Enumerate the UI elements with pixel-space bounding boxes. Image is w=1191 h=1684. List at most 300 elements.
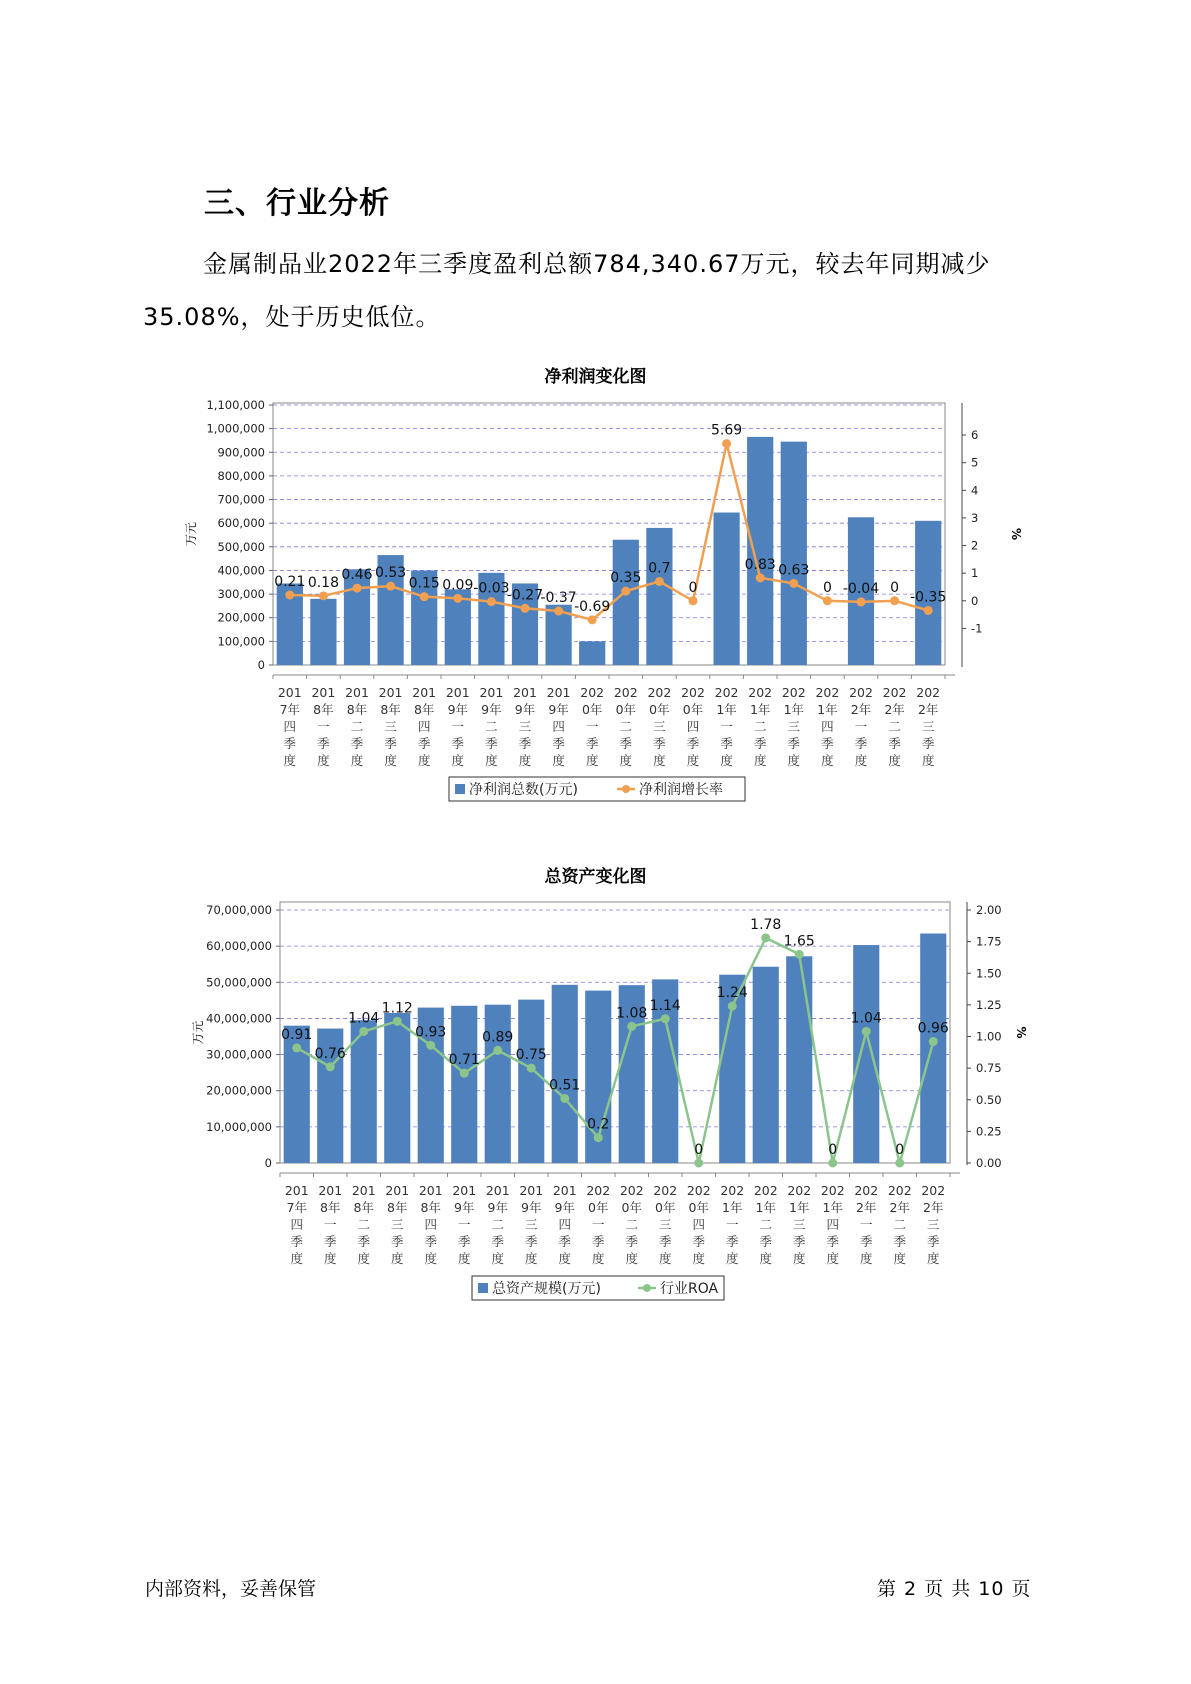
c2-x-tick-label: 季: [524, 1234, 538, 1249]
c2-x-tick-label: 季: [658, 1234, 672, 1249]
c2-x-tick-label: 季: [290, 1234, 304, 1249]
c2-point-label: 1.14: [649, 997, 681, 1014]
c2-x-tick-label: 202: [619, 1183, 644, 1198]
c1-x-tick-label: 季: [686, 736, 700, 751]
c2-x-tick-label: 一: [859, 1217, 873, 1232]
c1-point-label: 0: [688, 579, 698, 596]
c2-x-tick-label: 8年: [387, 1200, 408, 1215]
c2-line-point: [627, 1022, 636, 1031]
c2-legend-bar-swatch: [478, 1283, 488, 1293]
c2-x-tick-label: 二: [759, 1217, 773, 1232]
c1-x-tick-label: 度: [451, 753, 465, 768]
c1-x-tick-label: 2年: [884, 702, 905, 717]
c2-point-label: 0: [694, 1142, 704, 1158]
c1-x-tick-label: 2年: [850, 702, 872, 717]
c2-x-tick-label: 202: [820, 1183, 845, 1198]
c2-x-tick-label: 201: [485, 1183, 510, 1198]
c1-y2-tick-label: -1: [971, 621, 983, 636]
c1-x-tick-label: 度: [317, 753, 330, 768]
c1-point-label: 0.63: [778, 562, 810, 579]
c1-y2-tick-label: 4: [971, 483, 979, 498]
c1-x-tick-label: 二: [753, 719, 767, 734]
c1-point-label: 0: [890, 579, 900, 596]
c2-line-point: [828, 1159, 837, 1168]
c1-x-tick-label: 202: [613, 685, 638, 700]
c1-x-tick-label: 202: [815, 685, 840, 700]
c1-x-tick-label: 度: [753, 753, 767, 768]
c1-x-tick-label: 201: [345, 685, 369, 700]
c1-x-tick-label: 201: [311, 685, 336, 700]
c2-y2-tick-label: 2.00: [976, 903, 1002, 917]
c1-x-tick-label: 度: [552, 753, 565, 768]
c1-x-tick-label: 度: [417, 753, 431, 768]
c2-x-tick-label: 度: [591, 1251, 605, 1266]
c2-point-label: 1.04: [850, 1010, 882, 1027]
c2-point-label: 1.78: [750, 916, 782, 933]
c2-y-tick-label: 20,000,000: [206, 1083, 272, 1098]
c1-x-tick-label: 201: [513, 685, 537, 700]
c2-x-tick-label: 度: [625, 1251, 639, 1266]
c1-x-tick-label: 三: [384, 719, 397, 734]
c2-x-tick-label: 季: [390, 1234, 404, 1249]
c2-x-tick-label: 二: [893, 1217, 907, 1232]
c2-x-tick-label: 度: [792, 1251, 806, 1266]
c1-x-tick-label: 202: [748, 685, 773, 700]
c1-y2-tick-label: 1: [971, 566, 979, 581]
c1-x-tick-label: 一: [317, 719, 330, 734]
c1-x-tick-label: 三: [518, 719, 532, 734]
c2-y2-tick-label: 1.00: [976, 1029, 1002, 1044]
c2-point-label: 0.75: [515, 1047, 547, 1064]
c2-line-point: [929, 1037, 938, 1046]
c2-x-tick-label: 度: [357, 1251, 371, 1266]
c2-x-tick-label: 度: [290, 1251, 304, 1266]
c1-point-label: -0.69: [574, 598, 611, 615]
c1-x-tick-label: 季: [485, 736, 498, 751]
c2-line-point: [661, 1014, 670, 1023]
c2-x-tick-label: 度: [323, 1251, 337, 1266]
c2-point-label: 0.91: [281, 1026, 313, 1043]
c1-x-tick-label: 201: [412, 685, 437, 700]
c2-x-tick-label: 一: [591, 1217, 605, 1232]
c1-x-tick-label: 度: [585, 753, 599, 768]
c2-point-label: 0.71: [448, 1052, 480, 1069]
c2-line-point: [694, 1159, 703, 1168]
c2-bar: [786, 956, 812, 1163]
c1-x-tick-label: 0年: [581, 702, 603, 717]
c2-x-tick-label: 0年: [588, 1200, 609, 1215]
c2-x-tick-label: 四: [424, 1217, 438, 1232]
c2-x-tick-label: 季: [323, 1234, 337, 1249]
c1-x-tick-label: 201: [445, 685, 470, 700]
c2-x-tick-label: 度: [424, 1251, 438, 1266]
c2-y-axis-label: 万元: [191, 1020, 205, 1045]
c2-line-point: [460, 1069, 469, 1078]
chart2-title: 总资产变化图: [544, 867, 647, 887]
c1-y-tick-label: 0: [257, 658, 265, 672]
c2-x-tick-label: 202: [720, 1183, 745, 1198]
c2-x-tick-label: 四: [826, 1217, 840, 1232]
c1-y2-axis-label: %: [1009, 527, 1023, 541]
c2-y-tick-label: 50,000,000: [206, 975, 272, 990]
c1-x-tick-label: 7年: [279, 702, 301, 717]
section-paragraph: 金属制品业2022年三季度盈利总额784,340.67万元，较去年同期减少35.08%，处于历史低位。: [143, 250, 991, 331]
c2-x-tick-label: 度: [524, 1251, 538, 1266]
c2-bar: [920, 933, 946, 1163]
c2-x-tick-label: 度: [859, 1251, 873, 1266]
c2-x-tick-label: 度: [759, 1251, 773, 1266]
c1-x-tick-label: 二: [485, 719, 498, 734]
c2-x-tick-label: 201: [418, 1183, 443, 1198]
c2-x-tick-label: 度: [558, 1251, 572, 1266]
c2-x-tick-label: 201: [519, 1183, 544, 1198]
c2-x-tick-label: 0年: [621, 1200, 642, 1215]
c2-y2-tick-label: 1.25: [976, 997, 1002, 1012]
chart1-title: 净利润变化图: [544, 367, 647, 387]
c1-y-tick-label: 400,000: [217, 563, 265, 578]
c2-x-tick-label: 季: [926, 1234, 940, 1249]
c2-line-point: [527, 1064, 536, 1073]
c2-x-tick-label: 季: [558, 1234, 572, 1249]
c2-x-tick-label: 三: [524, 1217, 538, 1232]
c1-point-label: -0.35: [910, 589, 947, 606]
c1-x-tick-label: 三: [921, 719, 935, 734]
c2-x-tick-label: 季: [357, 1234, 371, 1249]
c1-x-tick-label: 四: [821, 719, 834, 734]
c1-x-tick-label: 二: [619, 719, 633, 734]
c2-x-tick-label: 2年: [889, 1200, 910, 1215]
c2-point-label: 1.24: [716, 985, 748, 1002]
c1-x-tick-label: 季: [720, 736, 733, 751]
c2-point-label: 0.76: [314, 1045, 346, 1062]
c2-x-tick-label: 季: [859, 1234, 873, 1249]
c1-x-tick-label: 度: [720, 753, 733, 768]
c1-x-tick-label: 201: [546, 685, 571, 700]
c2-y2-tick-label: 1.50: [976, 966, 1002, 981]
c1-x-tick-label: 201: [277, 685, 302, 700]
c1-point-label: -0.37: [540, 590, 577, 607]
c2-x-tick-label: 季: [893, 1234, 907, 1249]
c1-x-tick-label: 四: [283, 719, 297, 734]
c1-point-label: 0.21: [274, 573, 306, 590]
c2-line-point: [560, 1094, 569, 1103]
c1-y-tick-label: 900,000: [217, 445, 265, 460]
c1-x-tick-label: 季: [753, 736, 767, 751]
c1-x-tick-label: 季: [854, 736, 868, 751]
c2-line-point: [426, 1041, 435, 1050]
c2-x-tick-label: 度: [390, 1251, 404, 1266]
c1-x-tick-label: 度: [653, 753, 666, 768]
c2-x-tick-label: 度: [658, 1251, 672, 1266]
c1-x-tick-label: 三: [787, 719, 801, 734]
c2-x-tick-label: 0年: [688, 1200, 709, 1215]
c1-x-tick-label: 一: [585, 719, 599, 734]
c2-x-tick-label: 季: [826, 1234, 840, 1249]
c2-x-tick-label: 一: [323, 1217, 337, 1232]
c2-y2-tick-label: 0.25: [976, 1124, 1002, 1139]
c1-x-tick-label: 季: [552, 736, 565, 751]
c2-line-point: [393, 1017, 402, 1026]
c2-x-tick-label: 一: [725, 1217, 739, 1232]
c2-x-tick-label: 三: [926, 1217, 940, 1232]
c2-x-tick-label: 季: [725, 1234, 739, 1249]
c1-x-tick-label: 度: [283, 753, 297, 768]
c2-x-tick-label: 0年: [655, 1200, 676, 1215]
c1-x-tick-label: 季: [821, 736, 834, 751]
c2-y-tick-label: 40,000,000: [206, 1011, 272, 1026]
c2-line-point: [895, 1159, 904, 1168]
c2-x-tick-label: 201: [284, 1183, 309, 1198]
c1-y2-tick-label: 6: [971, 428, 979, 443]
c1-x-tick-label: 季: [283, 736, 297, 751]
c2-x-tick-label: 202: [586, 1183, 611, 1198]
c2-x-tick-label: 季: [625, 1234, 639, 1249]
c2-y2-tick-label: 0.50: [976, 1092, 1002, 1107]
c2-bar: [753, 967, 779, 1163]
c1-x-tick-label: 度: [619, 753, 633, 768]
c2-x-tick-label: 度: [826, 1251, 840, 1266]
c2-point-label: 0: [895, 1142, 905, 1158]
c1-x-tick-label: 季: [384, 736, 397, 751]
c1-point-label: 0.83: [744, 556, 776, 573]
c1-point-label: -0.27: [506, 587, 544, 604]
c2-x-tick-label: 二: [357, 1217, 371, 1232]
c1-y2-tick-label: 2: [971, 538, 979, 553]
footer-confidential: 内部资料，妥善保管: [145, 1578, 317, 1600]
c1-x-tick-label: 度: [787, 753, 801, 768]
c1-x-tick-label: 201: [479, 685, 504, 700]
c2-x-tick-label: 202: [854, 1183, 879, 1198]
c2-x-tick-label: 四: [558, 1217, 572, 1232]
c2-x-tick-label: 季: [792, 1234, 806, 1249]
c2-legend-line-marker: [643, 1284, 651, 1292]
c2-x-tick-label: 三: [390, 1217, 404, 1232]
c2-x-tick-label: 1年: [822, 1200, 843, 1215]
c2-line-point: [292, 1043, 301, 1052]
c1-y-tick-label: 800,000: [217, 468, 265, 483]
c2-point-label: 1.65: [783, 933, 815, 950]
c2-point-label: 0.93: [415, 1024, 447, 1041]
c2-point-label: 0.2: [587, 1116, 610, 1133]
c2-x-tick-label: 2年: [856, 1200, 877, 1215]
c2-x-tick-label: 季: [424, 1234, 438, 1249]
c1-x-tick-label: 9年: [481, 702, 502, 717]
c1-x-tick-label: 度: [485, 753, 498, 768]
c1-point-label: 0.46: [341, 567, 373, 584]
c2-x-tick-label: 202: [787, 1183, 812, 1198]
c2-point-label: 1.08: [616, 1005, 648, 1022]
c2-x-tick-label: 9年: [487, 1200, 508, 1215]
c2-x-tick-label: 度: [491, 1251, 505, 1266]
c2-y-tick-label: 60,000,000: [206, 939, 272, 954]
c2-bar: [384, 1013, 410, 1163]
section-heading: 三、行业分析: [204, 186, 390, 221]
c2-x-tick-label: 季: [457, 1234, 471, 1249]
c1-x-tick-label: 度: [518, 753, 532, 768]
footer-page-number: 第 2 页 共 10 页: [877, 1578, 1032, 1600]
c2-line-point: [761, 933, 770, 942]
c2-x-tick-label: 度: [692, 1251, 706, 1266]
c2-x-tick-label: 二: [625, 1217, 639, 1232]
c1-x-tick-label: 季: [888, 736, 901, 751]
c1-x-tick-label: 季: [921, 736, 935, 751]
c2-x-tick-label: 8年: [420, 1200, 441, 1215]
c1-x-tick-label: 202: [681, 685, 705, 700]
c1-y2-tick-label: 3: [971, 510, 979, 525]
c1-x-tick-label: 9年: [548, 702, 569, 717]
c1-x-tick-label: 0年: [682, 702, 704, 717]
c1-x-tick-label: 季: [317, 736, 330, 751]
c1-point-label: 0.18: [307, 574, 339, 591]
c2-point-label: 1.12: [381, 1000, 413, 1017]
c1-point-label: 0.15: [408, 575, 440, 592]
c1-x-tick-label: 8年: [380, 702, 401, 717]
c2-x-tick-label: 9年: [454, 1200, 475, 1215]
c2-x-tick-label: 8年: [353, 1200, 374, 1215]
c2-x-tick-label: 度: [725, 1251, 739, 1266]
c1-y-tick-label: 100,000: [217, 634, 265, 649]
c1-x-tick-label: 1年: [817, 702, 838, 717]
c2-x-tick-label: 2年: [923, 1200, 944, 1215]
c1-y-tick-label: 500,000: [217, 539, 265, 554]
c1-x-tick-label: 8年: [313, 702, 334, 717]
c2-legend-line-label: 行业ROA: [660, 1281, 719, 1297]
c2-x-tick-label: 季: [491, 1234, 505, 1249]
c2-line-point: [728, 1002, 737, 1011]
c2-x-tick-label: 四: [692, 1217, 706, 1232]
c2-point-label: 0: [828, 1142, 838, 1158]
c2-point-label: 0.89: [482, 1029, 514, 1046]
c1-y-axis-label: 万元: [184, 521, 198, 547]
c1-x-tick-label: 202: [647, 685, 672, 700]
c1-x-tick-label: 三: [653, 719, 666, 734]
c2-plot-area: [280, 902, 950, 1163]
c1-x-tick-label: 202: [580, 685, 605, 700]
c1-x-tick-label: 8年: [413, 702, 435, 717]
c1-legend-line-label: 净利润增长率: [639, 782, 723, 798]
c2-x-tick-label: 7年: [286, 1200, 307, 1215]
c1-x-tick-label: 季: [653, 736, 666, 751]
c2-bar: [853, 945, 879, 1163]
c2-bar: [451, 1006, 477, 1163]
c1-y-tick-label: 1,100,000: [206, 398, 265, 412]
c1-point-label: 0.35: [610, 570, 642, 587]
c1-y-tick-label: 300,000: [217, 587, 265, 602]
c2-point-label: 0.96: [917, 1020, 949, 1037]
c2-x-tick-label: 度: [926, 1251, 940, 1266]
c2-x-tick-label: 季: [759, 1234, 773, 1249]
c2-x-tick-label: 季: [692, 1234, 706, 1249]
c1-x-tick-label: 季: [585, 736, 599, 751]
c1-y-tick-label: 1,000,000: [206, 421, 265, 436]
c1-x-tick-label: 季: [619, 736, 633, 751]
c1-point-label: 0: [822, 579, 832, 596]
c2-bar: [552, 985, 578, 1163]
c1-x-tick-label: 一: [451, 719, 465, 734]
c2-x-tick-label: 202: [686, 1183, 711, 1198]
c2-x-tick-label: 9年: [521, 1200, 542, 1215]
c2-point-label: 0.51: [549, 1077, 581, 1094]
c2-y-tick-label: 70,000,000: [206, 903, 272, 917]
c1-x-tick-label: 9年: [447, 702, 469, 717]
c1-x-tick-label: 1年: [749, 702, 771, 717]
c1-x-tick-label: 8年: [346, 702, 368, 717]
c1-x-tick-label: 度: [921, 753, 935, 768]
c1-x-tick-label: 度: [384, 753, 397, 768]
c1-x-tick-label: 0年: [615, 702, 637, 717]
c2-x-tick-label: 度: [457, 1251, 471, 1266]
c2-x-tick-label: 季: [591, 1234, 605, 1249]
c2-x-tick-label: 度: [893, 1251, 907, 1266]
c2-x-tick-label: 201: [318, 1183, 343, 1198]
c2-x-tick-label: 一: [457, 1217, 471, 1232]
c2-line-point: [795, 950, 804, 959]
c1-x-tick-label: 二: [888, 719, 901, 734]
c1-y-tick-label: 600,000: [217, 516, 265, 531]
c1-x-tick-label: 度: [888, 753, 901, 768]
c1-x-tick-label: 度: [821, 753, 834, 768]
c2-y-tick-label: 0: [264, 1156, 272, 1170]
c2-x-tick-label: 202: [753, 1183, 778, 1198]
c2-x-tick-label: 二: [491, 1217, 505, 1232]
c2-y-tick-label: 10,000,000: [206, 1119, 272, 1134]
c1-legend-bar-label: 净利润总数(万元): [469, 782, 578, 798]
c1-x-tick-label: 201: [378, 685, 403, 700]
c2-x-tick-label: 1年: [789, 1200, 810, 1215]
c2-x-tick-label: 1年: [722, 1200, 743, 1215]
c2-y2-tick-label: 1.75: [976, 934, 1002, 949]
c1-x-tick-label: 1年: [716, 702, 737, 717]
c2-y-tick-label: 30,000,000: [206, 1047, 272, 1062]
c2-line-point: [359, 1027, 368, 1036]
c2-point-label: 1.04: [348, 1010, 380, 1027]
c1-point-label: 0.53: [375, 565, 407, 582]
c1-point-label: 0.09: [442, 577, 474, 594]
c1-x-tick-label: 季: [518, 736, 532, 751]
c2-x-tick-label: 201: [385, 1183, 410, 1198]
c2-line-point: [493, 1046, 502, 1055]
c1-y-tick-label: 700,000: [217, 492, 265, 507]
c2-x-tick-label: 201: [552, 1183, 577, 1198]
c1-y2-tick-label: 0: [971, 593, 979, 608]
c1-x-tick-label: 四: [417, 719, 431, 734]
c1-x-tick-label: 9年: [514, 702, 536, 717]
c2-x-tick-label: 8年: [320, 1200, 341, 1215]
c2-x-tick-label: 1年: [755, 1200, 776, 1215]
c1-x-tick-label: 季: [417, 736, 431, 751]
c1-x-tick-label: 四: [552, 719, 565, 734]
c1-x-tick-label: 202: [714, 685, 739, 700]
c2-x-tick-label: 9年: [554, 1200, 575, 1215]
c1-y2-tick-label: 5: [971, 455, 979, 470]
c2-x-tick-label: 三: [792, 1217, 806, 1232]
c1-x-tick-label: 202: [781, 685, 806, 700]
c2-x-tick-label: 201: [351, 1183, 376, 1198]
c1-x-tick-label: 1年: [783, 702, 805, 717]
c2-x-tick-label: 三: [658, 1217, 672, 1232]
c2-y2-tick-label: 0.00: [976, 1156, 1002, 1170]
c1-x-tick-label: 202: [849, 685, 873, 700]
c1-x-tick-label: 0年: [649, 702, 670, 717]
c2-x-tick-label: 202: [887, 1183, 912, 1198]
c2-legend-bar-label: 总资产规模(万元): [492, 1281, 601, 1297]
c2-line-point: [594, 1133, 603, 1142]
c1-x-tick-label: 度: [350, 753, 364, 768]
c1-point-label: 0.7: [648, 560, 671, 577]
c2-line-point: [326, 1062, 335, 1071]
c2-bar: [518, 1000, 544, 1163]
c1-x-tick-label: 一: [720, 719, 733, 734]
